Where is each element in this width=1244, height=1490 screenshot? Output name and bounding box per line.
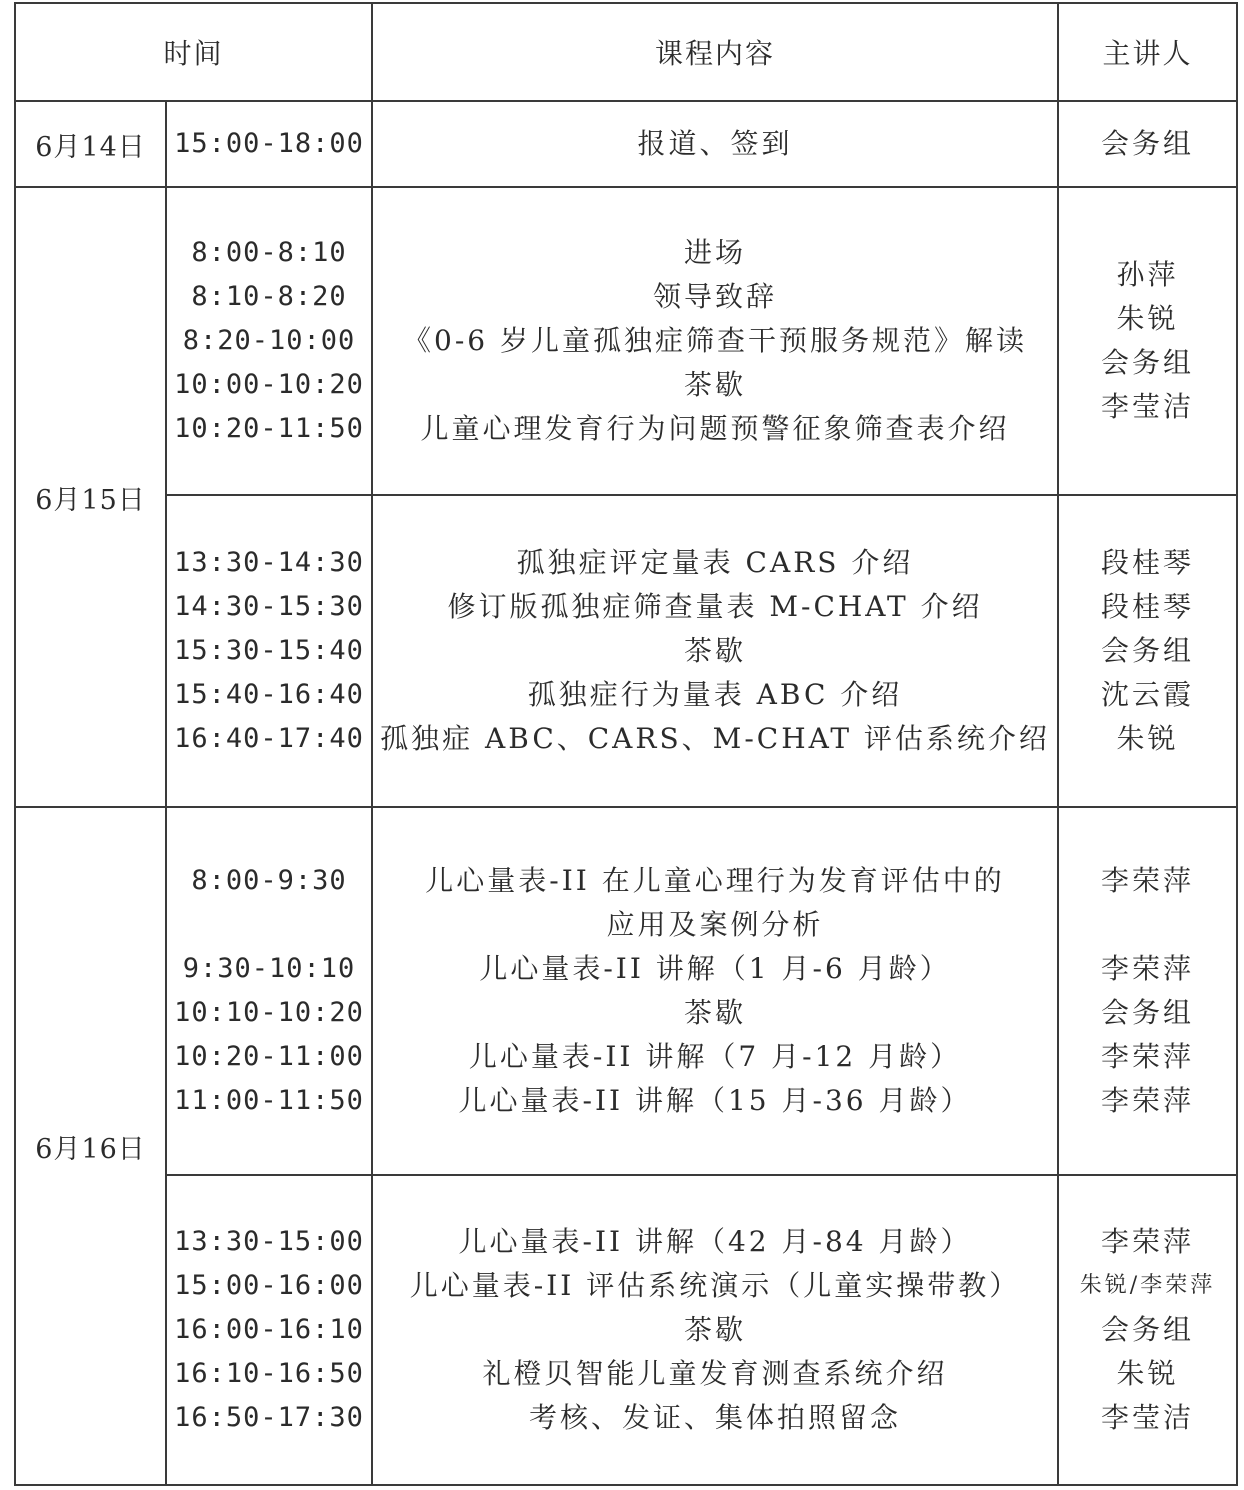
date-cell: 6月15日 bbox=[15, 187, 166, 807]
course-item: 儿心量表-II 讲解（15 月-36 月龄） bbox=[458, 1084, 972, 1117]
course-item: 儿心量表-II 评估系统演示（儿童实操带教） bbox=[409, 1269, 1021, 1302]
speaker-name: 李荣萍 bbox=[1101, 1084, 1195, 1117]
course-item: 茶歇 bbox=[684, 368, 747, 401]
speaker-name: 段桂琴 bbox=[1101, 590, 1195, 623]
speaker-name: 会务组 bbox=[1101, 634, 1195, 667]
schedule-table bbox=[14, 2, 1238, 1486]
course-item: 孤独症行为量表 ABC 介绍 bbox=[527, 678, 903, 711]
table-row bbox=[15, 101, 1237, 187]
speaker-name: 会务组 bbox=[1101, 127, 1195, 160]
course-item: 礼橙贝智能儿童发育测查系统介绍 bbox=[482, 1357, 948, 1390]
course-item: 茶歇 bbox=[684, 996, 747, 1029]
speaker-name: 李荣萍 bbox=[1101, 1040, 1195, 1073]
speaker-name: 李莹洁 bbox=[1101, 390, 1195, 423]
speaker-name: 李荣萍 bbox=[1101, 864, 1195, 897]
speaker-name: 会务组 bbox=[1101, 996, 1195, 1029]
speaker-name: 朱锐 bbox=[1116, 722, 1179, 755]
content-cell bbox=[372, 1175, 1058, 1485]
time-slot: 11:00-11:50 bbox=[174, 1085, 364, 1116]
time-slot: 10:20-11:50 bbox=[174, 413, 364, 444]
time-cell bbox=[166, 807, 372, 1175]
course-item: 孤独症 ABC、CARS、M-CHAT 评估系统介绍 bbox=[380, 722, 1050, 755]
speaker-name: 孙萍 bbox=[1116, 258, 1179, 291]
content-cell bbox=[372, 807, 1058, 1175]
table-row bbox=[15, 187, 1237, 495]
time-slot: 14:30-15:30 bbox=[174, 591, 364, 622]
speaker-name: 李荣萍 bbox=[1101, 952, 1195, 985]
speaker-name: 李荣萍 bbox=[1101, 1225, 1195, 1258]
speaker-name: 段桂琴 bbox=[1101, 546, 1195, 579]
time-slot: 10:00-10:20 bbox=[174, 369, 364, 400]
course-item: 报道、签到 bbox=[637, 127, 793, 160]
content-cell bbox=[372, 187, 1058, 495]
course-item: 茶歇 bbox=[684, 634, 747, 667]
speaker-name: 会务组 bbox=[1101, 1313, 1195, 1346]
time-slot: 15:00-16:00 bbox=[174, 1270, 364, 1301]
spacer bbox=[1059, 903, 1236, 947]
course-item: 儿心量表-II 在儿童心理行为发育评估中的 bbox=[425, 864, 1005, 897]
time-slot: 9:30-10:10 bbox=[182, 953, 356, 984]
time-slot: 8:00-8:10 bbox=[191, 237, 347, 268]
time-slot: 10:10-10:20 bbox=[174, 997, 364, 1028]
course-item: 儿心量表-II 讲解（7 月-12 月龄） bbox=[468, 1040, 962, 1073]
table-row bbox=[15, 807, 1237, 1175]
course-item: 应用及案例分析 bbox=[606, 908, 824, 941]
speaker-cell bbox=[1058, 495, 1237, 807]
course-item: 进场 bbox=[684, 236, 747, 269]
date-cell: 6月14日 bbox=[15, 101, 166, 187]
course-item: 儿童心理发育行为问题预警征象筛查表介绍 bbox=[420, 412, 1010, 445]
time-slot: 15:40-16:40 bbox=[174, 679, 364, 710]
time-slot: 15:30-15:40 bbox=[174, 635, 364, 666]
speaker-cell bbox=[1058, 187, 1237, 495]
speaker-name: 会务组 bbox=[1101, 346, 1195, 379]
time-slot: 16:40-17:40 bbox=[174, 723, 364, 754]
speaker-name: 朱锐 bbox=[1116, 1357, 1179, 1390]
time-slot: 13:30-14:30 bbox=[174, 547, 364, 578]
time-slot: 13:30-15:00 bbox=[174, 1226, 364, 1257]
time-slot: 8:20-10:00 bbox=[182, 325, 356, 356]
speaker-name: 李莹洁 bbox=[1101, 1401, 1195, 1434]
course-item: 领导致辞 bbox=[653, 280, 778, 313]
time-slot: 15:00-18:00 bbox=[174, 128, 364, 159]
speaker-cell bbox=[1058, 807, 1237, 1175]
speaker-name: 朱锐 bbox=[1116, 302, 1179, 335]
content-cell bbox=[372, 495, 1058, 807]
header-speaker: 主讲人 bbox=[1058, 3, 1237, 101]
time-cell bbox=[166, 495, 372, 807]
course-item: 儿心量表-II 讲解（42 月-84 月龄） bbox=[458, 1225, 972, 1258]
time-slot: 10:20-11:00 bbox=[174, 1041, 364, 1072]
time-cell bbox=[166, 187, 372, 495]
date-cell: 6月16日 bbox=[15, 807, 166, 1485]
time-slot: 8:00-9:30 bbox=[191, 865, 347, 896]
time-slot: 16:50-17:30 bbox=[174, 1402, 364, 1433]
course-item: 孤独症评定量表 CARS 介绍 bbox=[516, 546, 914, 579]
time-cell bbox=[166, 101, 372, 187]
header-time: 时间 bbox=[15, 3, 372, 101]
course-item: 《0-6 岁儿童孤独症筛查干预服务规范》解读 bbox=[403, 324, 1028, 357]
time-slot: 16:10-16:50 bbox=[174, 1358, 364, 1389]
table-row bbox=[15, 1175, 1237, 1485]
header-content: 课程内容 bbox=[372, 3, 1058, 101]
course-item: 茶歇 bbox=[684, 1313, 747, 1346]
time-cell bbox=[166, 1175, 372, 1485]
header-row bbox=[15, 3, 1237, 101]
content-cell bbox=[372, 101, 1058, 187]
speaker-cell bbox=[1058, 1175, 1237, 1485]
course-item: 考核、发证、集体拍照留念 bbox=[529, 1401, 902, 1434]
spacer bbox=[167, 903, 371, 947]
time-slot: 16:00-16:10 bbox=[174, 1314, 364, 1345]
course-item: 修订版孤独症筛查量表 M-CHAT 介绍 bbox=[447, 590, 983, 623]
speaker-cell bbox=[1058, 101, 1237, 187]
course-item: 儿心量表-II 讲解（1 月-6 月龄） bbox=[479, 952, 951, 985]
speaker-name: 沈云霞 bbox=[1101, 678, 1195, 711]
table-row bbox=[15, 495, 1237, 807]
time-slot: 8:10-8:20 bbox=[191, 281, 347, 312]
speaker-name: 朱锐/李荣萍 bbox=[1079, 1273, 1216, 1298]
